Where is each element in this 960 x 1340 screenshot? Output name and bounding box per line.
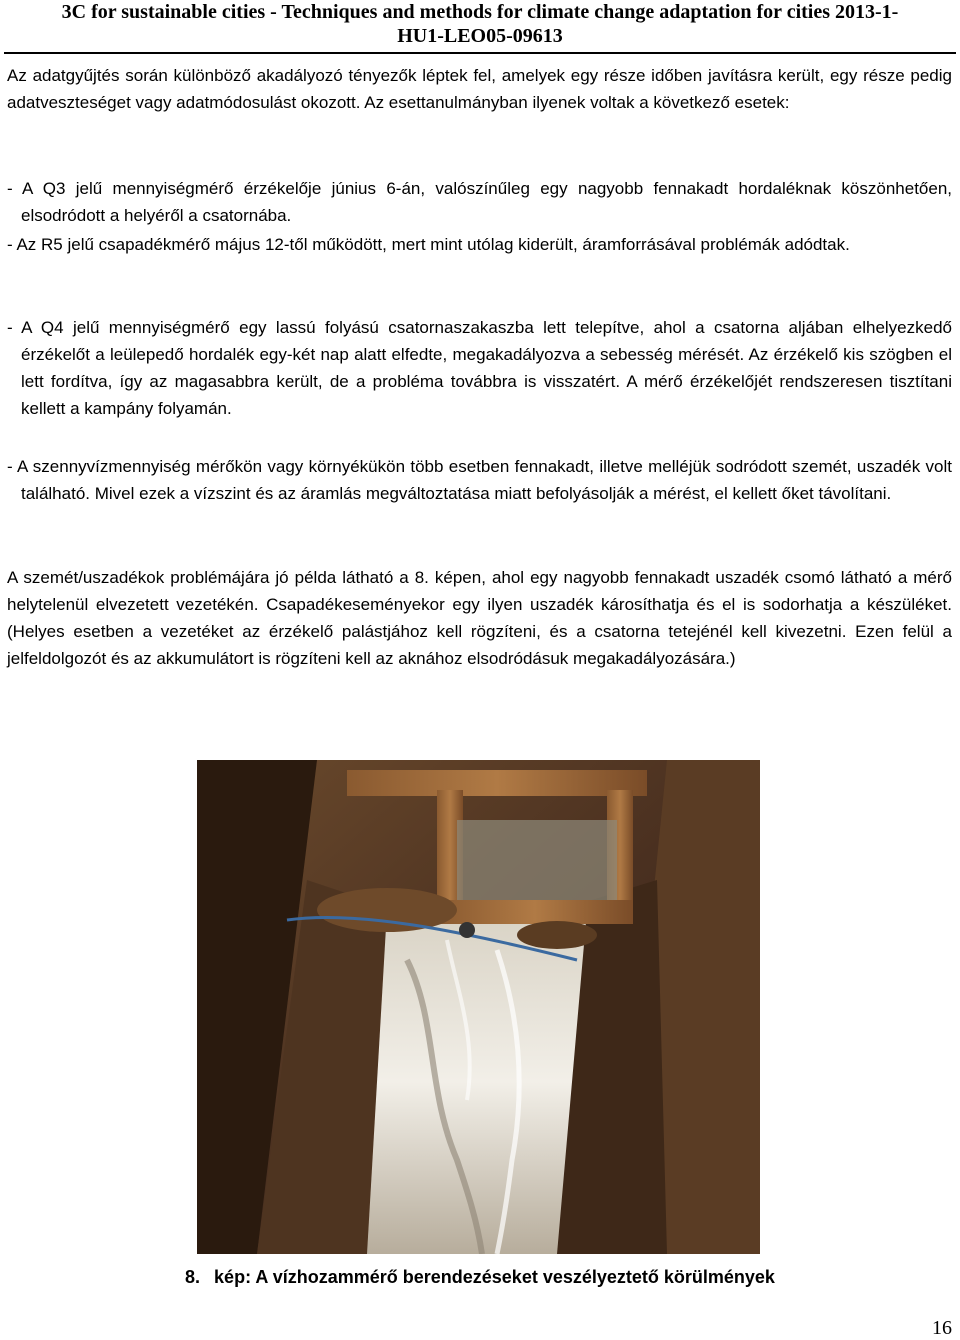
bullet-q4: - A Q4 jelű mennyiségmérő egy lassú folyású csatornaszakaszba lett telepítve, ahol a csatorna aljában elhelyezkedő érzékelőt a leülepedő hordalék egy-két nap alatt elfedte, megakadályozva a sebesség mérését. Az érzékelő kis szögben el lett fordítva, így az magasabbra került, de a probléma továbbra is visszatért. A mérő érzékelőjét rendszeresen tisztítani kellett a kampány folyamán.: [7, 318, 952, 418]
figure-caption-text: kép: A vízhozammérő berendezéseket veszélyeztető körülmények: [214, 1267, 775, 1287]
page-number: 16: [932, 1317, 952, 1339]
bullet-r5: - Az R5 jelű csapadékmérő május 12-től működött, mert mint utólag kiderült, áramforrásával problémák adódtak.: [7, 235, 850, 254]
figure-caption: [0, 1264, 960, 1290]
header-title-line1: 3C for sustainable cities - Techniques and methods for climate change adaptation for cities 2013-1-: [61, 1, 899, 23]
manhole-photo: [197, 760, 760, 1254]
bullet-q3: - A Q3 jelű mennyiségmérő érzékelője június 6-án, valószínűleg egy nagyobb fennakadt hordaléknak köszönhetően, elsodródott a helyéről a csatornába.: [7, 179, 952, 225]
figure-number: 8.: [185, 1267, 201, 1287]
example-paragraph: A szemét/uszadékok problémájára jó példa látható a 8. képen, ahol egy nagyobb fennakadt uszadék csomó látható a mérő helytelenül elvezetett vezetékén. Csapadékeseményekor egy ilyen uszadék károsíthatja és el is sodorhatja a készüléket. (Helyes esetben a vezetéket az érzékelő palástjához kell rögzíteni, és a csatorna tetejénél kell kivezetni. Ezen felül a jelfeldolgozót és az akkumulátort is rögzíteni kell az aknához elsodródásuk megakadályozására.): [7, 568, 952, 668]
header-title-line2: HU1-LEO05-09613: [397, 25, 563, 47]
header-divider: [4, 52, 956, 54]
bullet-waste: - A szennyvízmennyiség mérőkön vagy környékükön több esetben fennakadt, illetve melléjük sodródott szemét, uszadék volt található. Mivel ezek a vízszint és az áramlás megváltoztatása miatt befolyásolják a mérést, el kellett őket távolítani.: [7, 457, 952, 503]
page-header: [0, 0, 960, 50]
intro-paragraph: Az adatgyűjtés során különböző akadályozó tényezők léptek fel, amelyek egy része időben javításra került, egy része pedig adatveszteséget vagy adatmódosulást okozott. Az esettanulmányban ilyenek voltak a következő esetek:: [7, 66, 952, 112]
